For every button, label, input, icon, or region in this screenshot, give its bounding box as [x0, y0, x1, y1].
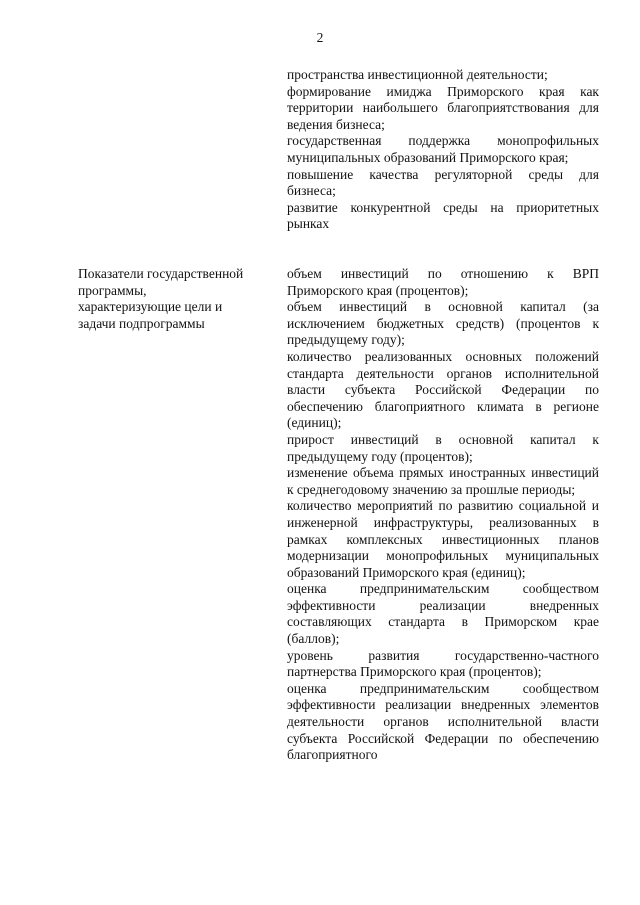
- objective-item: повышение качества регуляторной среды для бизнеса;: [287, 166, 599, 199]
- indicator-item: оценка предпринимательским сообществом эффективности реализации внедренных элементов деятельности органов исполнительной власти субъекта Российской Федерации по обеспечению благоприятного: [287, 680, 599, 763]
- row-label-line: программы,: [78, 282, 147, 298]
- objective-item: пространства инвестиционной деятельности;: [287, 67, 548, 82]
- indicators-list: [287, 266, 599, 764]
- indicator-item: изменение объема прямых иностранных инвестиций к среднегодовому значению за прошлые периоды;: [287, 465, 599, 497]
- page-number: 2: [316, 30, 324, 45]
- row-label-line: характеризующие цели и: [78, 299, 223, 315]
- indicator-item: количество реализованных основных положений стандарта деятельности органов исполнительной власти субъекта Российской Федерации по обеспечению благоприятного климата в регионе (единиц);: [287, 348, 599, 431]
- objective-item: государственная поддержка монопрофильных муниципальных образований Приморского края;: [287, 133, 599, 165]
- indicator-item: количество мероприятий по развитию социальной и инженерной инфраструктуры, реализованных в рамках комплексных инвестиционных планов модернизации монопрофильных муниципальных образований Приморского края (единиц);: [287, 498, 599, 580]
- row-label-line: Показатели государственной: [78, 266, 244, 281]
- indicator-item: прирост инвестиций в основной капитал к предыдущему году (процентов);: [287, 431, 599, 464]
- indicator-item: уровень развития государственно-частного партнерства Приморского края (процентов);: [287, 647, 599, 680]
- indicators-row-label: [78, 266, 268, 332]
- objectives-continued: [287, 67, 599, 233]
- indicator-item: объем инвестиций по отношению к ВРП Приморского края (процентов);: [287, 266, 599, 298]
- indicator-item: оценка предпринимательским сообществом эффективности реализации внедренных составляющих стандарта в Приморском крае (баллов);: [287, 581, 599, 647]
- objective-item: развитие конкурентной среды на приоритетных рынках: [287, 199, 599, 232]
- objective-item: формирование имиджа Приморского края как территории наибольшего благоприятствования для ведения бизнеса;: [287, 83, 599, 132]
- indicator-item: объем инвестиций в основной капитал (за исключением бюджетных средств) (процентов к предыдущему году);: [287, 299, 599, 348]
- row-label-line: задачи подпрограммы: [78, 315, 205, 331]
